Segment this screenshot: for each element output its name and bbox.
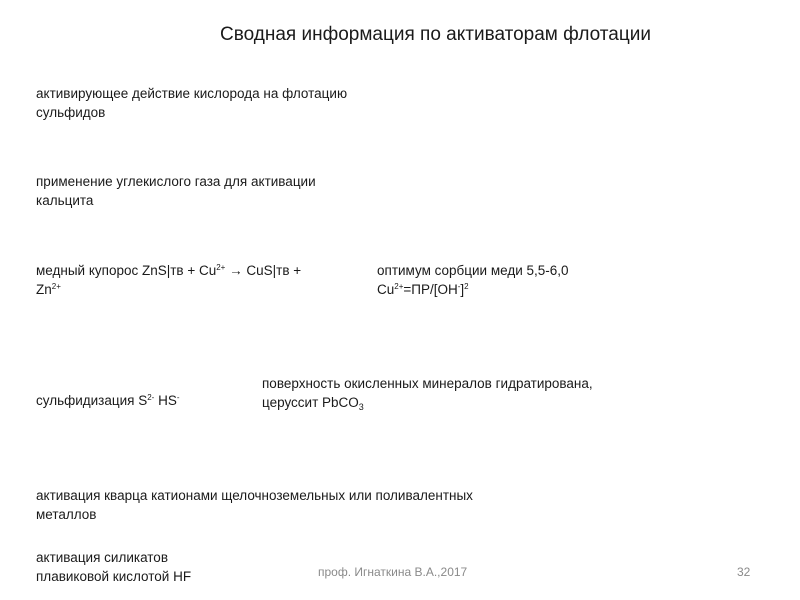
copper-sulfate-reaction [36,261,336,299]
sulfidization-text [36,391,180,410]
sulfidization-label: сульфидизация S [36,393,148,408]
reaction-prefix: медный купорос ZnS|тв + Cu [36,263,217,278]
zn-ion: Zn [36,282,52,297]
optimum-close: ] [460,282,465,297]
reaction-mid: → CuS|тв + [225,263,302,278]
quartz-line-2: металлов [36,507,97,522]
surface-line-2 [262,393,662,412]
silicate-activation-text [36,548,336,586]
pbco3-subscript: 3 [358,402,364,412]
optimum-power: 2 [464,282,469,291]
quartz-activation-text [36,486,556,524]
surface-line-1: поверхность окисленных минералов гидратирована, [262,376,593,391]
quartz-line-1: активация кварца катионами щелочноземельных или поливалентных [36,488,473,503]
slide-title: Сводная информация по активаторам флотации [220,24,651,45]
optimum-eq: =ПР/[OH [403,282,458,297]
hs-charge: - [176,393,180,402]
page-number: 32 [737,565,751,579]
optimum-oh-charge: - [457,282,461,291]
co2-line-1: применение углекислого газа для активации [36,174,316,189]
cu-charge: 2+ [216,263,226,272]
silicate-line-1: активация силикатов [36,550,168,565]
co2-activation-text [36,172,376,210]
oxygen-line-1: активирующее действие кислорода на флотацию [36,86,348,101]
reaction-line-1 [36,261,336,280]
oxygen-line-2: сульфидов [36,105,106,120]
oxidized-surface-text [262,374,662,412]
optimum-formula [377,280,677,299]
hs-ion: HS [154,393,177,408]
optimum-cu: Cu [377,282,395,297]
slide-footer: проф. Игнаткина В.А.,2017 [318,565,468,579]
cerussite: церуссит PbCO [262,395,359,410]
optimum-cu-charge: 2+ [394,282,404,291]
s-charge: 2- [147,393,155,402]
co2-line-2: кальцита [36,193,94,208]
silicate-line-2: плавиковой кислотой HF [36,569,192,584]
copper-sorption-optimum [377,261,677,299]
optimum-line-1: оптимум сорбции меди 5,5-6,0 [377,263,569,278]
reaction-line-2 [36,280,336,299]
zn-charge: 2+ [51,282,61,291]
oxygen-activation-text [36,84,416,122]
